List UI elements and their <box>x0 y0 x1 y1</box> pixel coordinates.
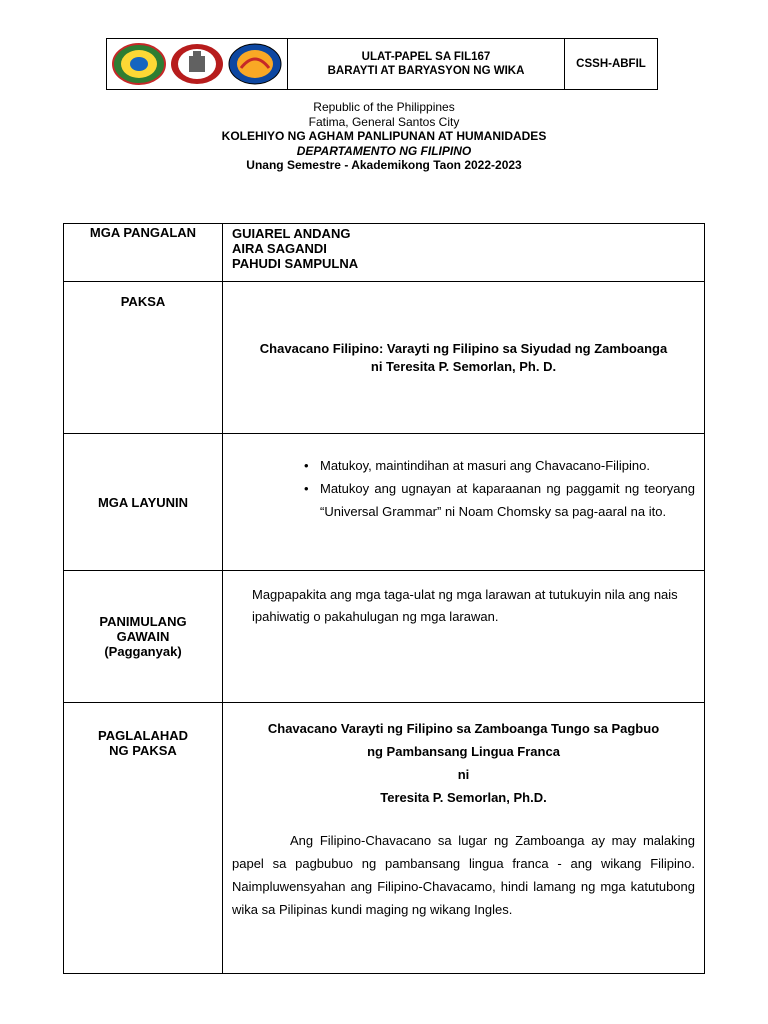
college-name: KOLEHIYO NG AGHAM PANLIPUNAN AT HUMANIDADES <box>221 129 547 143</box>
department-name: DEPARTAMENTO NG FILIPINO <box>296 143 472 158</box>
name-3: PAHUDI SAMPULNA <box>232 256 359 271</box>
college-seal-logo <box>169 42 225 86</box>
paksa-title-line-1: Chavacano Filipino: Varayti ng Filipino sa Siyudad ng Zamboanga <box>259 341 668 356</box>
paglalahad-body: Ang Filipino-Chavacano sa lugar ng Zamboanga ay may malaking papel sa pagbubuo ng pambansang lingua franca - ang wikang Filipino. Naimpluwensyahan ang Filipino-Chavacamo, hindi lamang ng mga katutubong wika sa Pilipinas kundi maging ng wikang Ingles. <box>232 833 695 917</box>
department-seal-logo <box>227 42 283 86</box>
names-label <box>64 224 223 282</box>
letterhead-line-2: Fatima, General Santos City <box>308 114 460 129</box>
table-row-names <box>64 224 705 282</box>
layunin-cell <box>223 434 705 571</box>
panimula-label-line-3: (Pagganyak) <box>104 644 182 659</box>
panimula-label <box>64 571 223 703</box>
letterhead <box>0 100 768 173</box>
university-seal-logo <box>111 42 167 86</box>
paksa-label-text: PAKSA <box>120 294 166 309</box>
paglalahad-head-line-2: ng Pambansang Lingua Franca <box>367 744 560 759</box>
layunin-label-text: MGA LAYUNIN <box>97 494 189 510</box>
course-line-2: BARAYTI AT BARYASYON NG WIKA <box>327 65 525 77</box>
goals-list <box>224 435 703 523</box>
names-label-text: MGA PANGALAN <box>89 225 197 240</box>
table-row-paksa <box>64 282 705 434</box>
table-row-layunin <box>64 434 705 571</box>
name-2: AIRA SAGANDI <box>232 241 327 256</box>
paksa-label <box>64 282 223 434</box>
paglalahad-head-line-4: Teresita P. Semorlan, Ph.D. <box>380 790 547 805</box>
semester-line: Unang Semestre - Akademikong Taon 2022-2023 <box>246 158 522 172</box>
lesson-table <box>63 223 705 974</box>
panimula-text: Magpapakita ang mga taga-ulat ng mga larawan at tutukuyin nila ang nais ipahiwatig o pakahulugan ng mga larawan. <box>252 587 678 624</box>
layunin-label <box>64 434 223 571</box>
name-1: GUIAREL ANDANG <box>232 226 351 241</box>
paglalahad-label-line-2: NG PAKSA <box>109 743 177 758</box>
names-cell <box>223 224 705 282</box>
logo-group <box>107 39 288 89</box>
paglalahad-label <box>64 703 223 974</box>
course-title <box>288 39 565 89</box>
letterhead-line-1: Republic of the Philippines <box>313 100 455 114</box>
paksa-cell <box>223 282 705 434</box>
table-row-paglalahad <box>64 703 705 974</box>
paglalahad-label-line-1: PAGLALAHAD <box>97 728 189 743</box>
paksa-title-line-2: ni Teresita P. Semorlan, Ph. D. <box>370 359 557 374</box>
panimula-cell <box>223 571 705 703</box>
panimula-label-line-2: GAWAIN <box>116 629 170 644</box>
goal-item-1: • Matukoy, maintindihan at masuri ang Chavacano-Filipino. <box>320 454 695 477</box>
paglalahad-cell <box>223 703 705 974</box>
paglalahad-head-line-1: Chavacano Varayti ng Filipino sa Zamboanga Tungo sa Pagbuo <box>267 721 660 736</box>
paglalahad-heading <box>232 717 695 809</box>
panimula-label-line-1: PANIMULANG <box>99 614 187 629</box>
document-header <box>106 38 658 90</box>
goal-item-2: • Matukoy ang ugnayan at kaparaanan ng paggamit ng teoryang “Universal Grammar” ni Noam Chomsky sa pag-aaral na ito. <box>320 477 695 523</box>
course-code: CSSH-ABFIL <box>576 58 646 70</box>
table-row-panimula <box>64 571 705 703</box>
course-line-1: ULAT-PAPEL SA FIL167 <box>361 51 491 63</box>
paglalahad-head-line-3: ni <box>457 767 470 782</box>
